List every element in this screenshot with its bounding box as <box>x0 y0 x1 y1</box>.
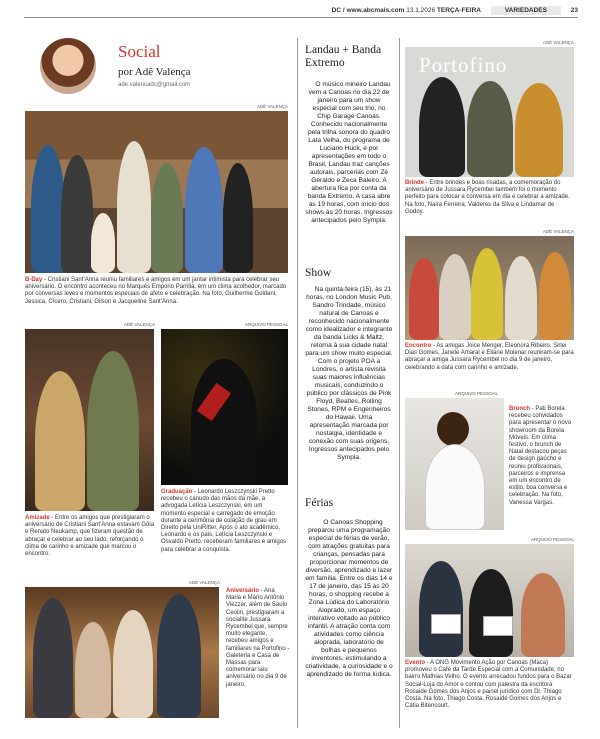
brunch-photo <box>405 398 504 530</box>
photo-credit: ADÊ VALENÇA <box>123 322 155 327</box>
brinde-photo <box>405 47 574 177</box>
caption-aniversario: Aniversário - Ana Maria e Mário Antônio Viezzer, além de Saulo Ceolin, prestigiaram a socialite Jussara Rycembel que, sempre muito elegante, recebeu amigos e familiares na Portofino - Galeteria e Casa de Massas para comemorar seu aniversário no dia 9 de janeiro. <box>226 588 290 688</box>
caption-brinde: Brinde - Entre brindes e boas risadas, a comemoração do aniversário de Jussara Rycembel também foi o momento perfeito para colocar a conversa em dia e celebrar a amizade. Na foto, Naira Ferreira, Valderes da Silva e Lindamar de Godoy. <box>405 180 570 215</box>
landau-text: O músico mineiro Landau vem a Canoas no dia 22 de janeiro para um show especial com seu trio, no Chip Garage Canoas. Conhecido nacionalmente pela trilha sonora do quadro Lata Velha, do programa de Luciano Huck, e por apresentações em todo o Brasil, Landau traz canções autorais, parcerias com Zé Geraldo e Zeca Baleiro. A abertura fica por conta da banda Extremo. A casa abre às 19 horas, com início dos shows às 20 horas. Ingressos antecipados pelo Sympla. <box>305 81 393 224</box>
column-divider <box>297 38 298 728</box>
weekday: TERÇA-FEIRA <box>436 7 481 14</box>
amizade-photo <box>25 329 154 511</box>
page-number: 23 <box>570 7 578 14</box>
graduacao-photo <box>161 329 288 485</box>
page-header <box>332 6 578 15</box>
column-divider <box>399 38 400 728</box>
issue-date: 13.1.2026 <box>406 7 436 14</box>
photo-credit: ADÊ VALENÇA <box>542 229 574 234</box>
header-rule <box>24 17 578 18</box>
bday-photo <box>25 111 288 273</box>
caption-encontro: Encontro - As amigas Joice Menger, Eleonora Ribeiro, Sirlei Dias Gomes, Janete Amaral e Eliane Molenar reuniram-se para abraçar a amiga Jussara Rycembel no dia 9 de janeiro, celebrando a data com carinho e amizade. <box>405 343 574 371</box>
portofino-sign: Portofino <box>419 53 508 77</box>
aniversario-photo <box>25 587 219 718</box>
caption-graduacao: Graduação - Leonardo Leszczynski Pretto recebeu o canudo das mãos da mãe, a advogada Letícia Leszczynski, em um momento especial e carregado de emoção durante a cerimônia de colação de grau em Direito pela UniRitter. Após o ato acadêmico, Leonardo e os pais, Letícia Leszczynski e Osvaldo Pretto, receberam familiares e amigos para celebrar a conquista. <box>161 489 287 553</box>
photo-credit: ARQUIVO PESSOAL <box>244 322 288 327</box>
section-label: VARIEDADES <box>491 6 561 15</box>
landau-heading: Landau + Banda Extremo <box>305 44 382 69</box>
ferias-heading: Férias <box>305 497 334 509</box>
photo-credit: ADÊ VALENÇA <box>542 40 574 45</box>
evento-photo <box>405 544 574 657</box>
photo-credit: ARQUIVO PESSOAL <box>454 391 498 396</box>
caption-amizade: Amizade - Entre os amigos que prestigiaram o aniversário de Cristiani SantʼAnna estavam Gôia e Renato Neukamp, que fizeram questão de abraçar e celebrar ao seu lado, reforçando o clima de carinho e amizade que marcou o encontro. <box>25 515 155 558</box>
column-title: Social <box>118 42 161 61</box>
photo-credit: ADÊ VALENÇA <box>256 104 288 109</box>
show-text: Na quinta-feira (15), às 21 horas, no London Music Pub, Sandro Trindade, músico natural de Canoas e reconhecido nacionalmente como idealizador e integrante da banda Licks & Maltz, retorna à sua cidade natal para um show muito especial. Com o projeto POA a Londres, o artista revisita suas maiores influências musicais, conduzindo o público por clássicos de Pink Floyd, Beatles, Rolling Stones, RPM e Engenheiros do Hawaii. Uma apresentação marcada por nostalgia, identidade e conexão com suas origens. Ingressos antecipados pelo Sympla. <box>305 286 393 461</box>
caption-bday: B-Day - Cristiani SantʼAnna reuniu familiares e amigos em um jantar intimista para celebrar seu aniversário. O encontro aconteceu no Marquês Empório Parrilla, em um clima acolhedor, marcado por conversas leves e momentos especiais de afeto e celebração. Na foto, Guilherme Goldani, Jessica, Cícero, Cristiani, Gilson e Jacqueline SantʼAnna. <box>25 277 287 305</box>
caption-evento: Evento - A ONG Movimento Ação por Canoas (Maca) promoveu o Café da Tarde Especial com a Comunidade, no bairro Mathias Velho. O evento arrecadou fundos para o Bazar Social-Loja do Amor e contou com palestra da escritora Rosaide Gomes dos Anjos e painel jurídico com Dr. Thiago Costa. Na foto, Thiago Costa, Rosaide Gomes dos Anjos e Cátia Bitencourt. <box>405 660 572 710</box>
encontro-photo <box>405 236 574 340</box>
column-author: por Adê Valença <box>118 66 191 78</box>
show-heading: Show <box>305 267 332 279</box>
ferias-text: O Canoas Shopping preparou uma programação especial de férias de verão, com atrações gratuitas para crianças, pensadas para proporcionar momentos de diversão, aprendizado e lazer em família. Entre os dias 14 e 17 de janeiro, das 15 às 20 horas, o shopping recebe a Zona Lúdica do Laboratório Aloprado, um espaço interativo voltado ao público infantil. A atração conta com atividades como ciência aloprada, laboratório de bolhas e pequenos inventores, estimulando a criatividade, a curiosidade e o aprendizado de forma lúdica. <box>305 519 393 678</box>
columnist-avatar <box>40 38 96 94</box>
columnist-email[interactable]: ade.valencadc@gmail.com <box>118 82 191 88</box>
site-name[interactable]: DC / www.abcmais.com <box>331 7 405 14</box>
photo-credit: ADÊ VALENÇA <box>188 580 220 585</box>
caption-brunch: Brunch - Pati Borela recebeu convidados para apresentar o novo showroom da Borela Móveis. Em clima festivo, o brunch de Natal destacou peças de design gaúcho e reuniu profissionais, parceiros e imprensa em um encontro de estilo, boa conversa e celebração. Na foto, Vanessa Vargas. <box>509 406 572 506</box>
photo-credit: ARQUIVO PESSOAL <box>530 537 574 542</box>
